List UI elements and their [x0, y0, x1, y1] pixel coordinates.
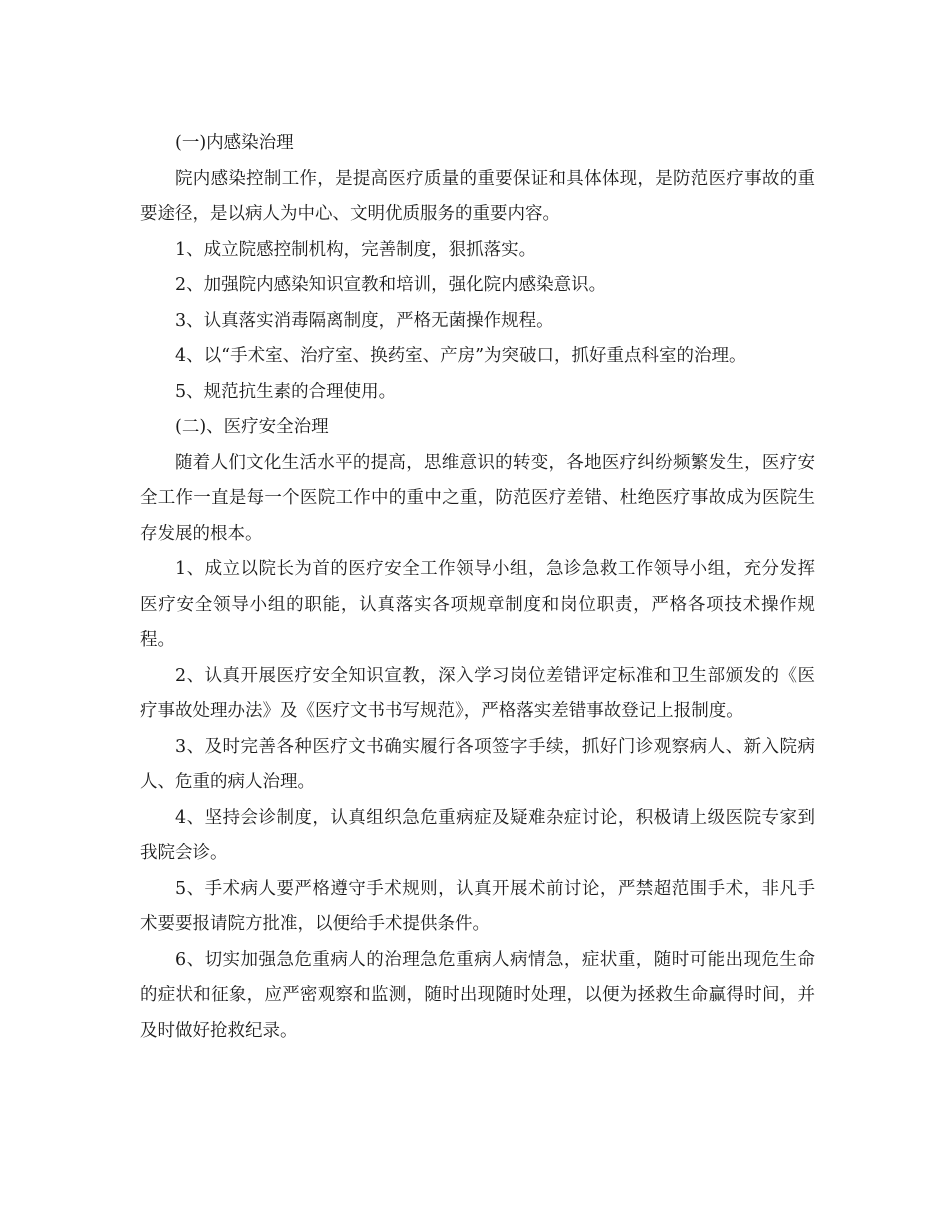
list-item-1: 1、成立院感控制机构，完善制度，狠抓落实。 [175, 239, 537, 260]
safety-item-3: 3、及时完善各种医疗文书确实履行各项签字手续，抓好门诊观察病人、新入院病人、危重的病人治理。 [140, 736, 815, 792]
section-heading-2: (二)、医疗安全治理 [175, 417, 329, 437]
list-item-5: 5、规范抗生素的合理使用。 [175, 381, 397, 402]
safety-item-4: 4、坚持会诊制度，认真组织急危重病症及疑难杂症讨论，积极请上级医院专家到我院会诊。 [140, 807, 815, 863]
list-item-3: 3、认真落实消毒隔离制度，严格无菌操作规程。 [175, 310, 554, 331]
list-item-4: 4、以“手术室、治疗室、换药室、产房”为突破口，抓好重点科室的治理。 [175, 346, 747, 366]
paragraph-safety-intro: 随着人们文化生活水平的提高，思维意识的转变，各地医疗纠纷频繁发生，医疗安全工作一直是每一个医院工作中的重中之重，防范医疗差错、杜绝医疗事故成为医院生存发展的根本。 [140, 452, 815, 544]
list-item-2: 2、加强院内感染知识宣教和培训，强化院内感染意识。 [175, 275, 607, 295]
safety-item-2: 2、认真开展医疗安全知识宣教，深入学习岗位差错评定标准和卫生部颁发的《医疗事故处理办法》及《医疗文书书写规范》，严格落实差错事故登记上报制度。 [140, 665, 815, 721]
safety-item-6: 6、切实加强急危重病人的治理急危重病人病情急，症状重，随时可能出现危生命的症状和征象，应严密观察和监测，随时出现随时处理，以便为拯救生命赢得时间，并及时做好抢救纪录。 [140, 949, 815, 1041]
safety-item-1: 1、成立以院长为首的医疗安全工作领导小组，急诊急救工作领导小组，充分发挥医疗安全领导小组的职能，认真落实各项规章制度和岗位职责，严格各项技术操作规程。 [140, 559, 815, 650]
paragraph-intro: 院内感染控制工作，是提高医疗质量的重要保证和具体体现，是防范医疗事故的重要途径，是以病人为中心、文明优质服务的重要内容。 [140, 168, 815, 224]
section-heading-1: (一)内感染治理 [175, 133, 294, 153]
document-body [140, 126, 815, 1049]
safety-item-5: 5、手术病人要严格遵守手术规则，认真开展术前讨论，严禁超范围手术，非凡手术要要报请院方批准，以便给手术提供条件。 [140, 878, 815, 934]
